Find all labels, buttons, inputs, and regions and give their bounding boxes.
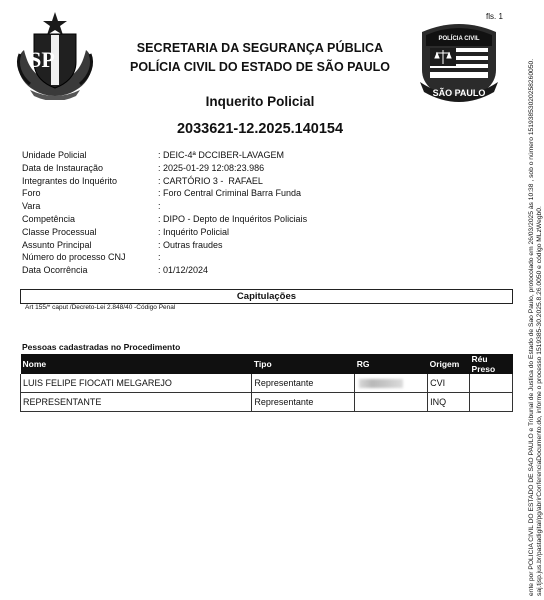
digital-signature-note — [528, 0, 543, 596]
field-label: Competência — [22, 213, 76, 224]
field-value: : 2025-01-29 12:08:23.986 — [158, 162, 265, 173]
field-row-foro — [22, 187, 307, 200]
field-row-integrantes — [22, 175, 307, 188]
policia-civil-badge — [410, 12, 508, 106]
document-title: Inquerito Policial — [205, 94, 315, 109]
table-header-row — [21, 354, 513, 374]
field-row-assunto — [22, 239, 307, 252]
field-value: : DEIC-4ª DCCIBER-LAVAGEM — [158, 150, 285, 160]
pessoas-section-title: Pessoas cadastradas no Procedimento — [22, 342, 181, 352]
field-label: Vara — [22, 201, 41, 212]
field-row-competencia — [22, 213, 307, 226]
badge-top-text: POLÍCIA CIVIL — [438, 36, 480, 42]
field-value: : Foro Central Criminal Barra Funda — [158, 188, 302, 199]
cell-rg — [355, 393, 428, 412]
field-row-unidade — [22, 149, 307, 162]
column-header-nome: Nome — [21, 354, 252, 374]
field-label: Integrantes do Inquérito — [22, 175, 118, 186]
field-label: Data Ocorrência — [22, 265, 88, 276]
field-value: : Inquérito Policial — [158, 226, 230, 237]
column-header-rg: RG — [355, 354, 428, 374]
field-row-cnj — [22, 251, 307, 264]
field-value: : CARTÓRIO 3 - RAFAEL — [158, 175, 263, 186]
cell-origem: INQ — [428, 393, 470, 412]
column-header-origem: Origem — [428, 354, 470, 374]
table-row — [21, 374, 513, 393]
cell-tipo: Representante — [252, 374, 355, 393]
field-value: : Outras fraudes — [158, 239, 223, 250]
field-value: : 01/12/2024 — [158, 265, 209, 276]
seal-letters: SP — [29, 47, 55, 72]
field-label: Classe Processual — [22, 226, 97, 237]
field-row-classe — [22, 226, 307, 239]
folio-number: fls. 1 — [486, 12, 503, 21]
header-policia-civil: POLÍCIA CIVIL DO ESTADO DE SÃO PAULO — [130, 60, 390, 74]
field-label: Foro — [22, 188, 41, 199]
capitulacoes-text: Art 155/* caput /Decreto-Lei 2.848/40 -Código Penal — [25, 304, 176, 311]
column-header-tipo: Tipo — [252, 354, 355, 374]
cell-origem: CVI — [428, 374, 470, 393]
field-value: : DIPO - Depto de Inquéritos Policiais — [158, 213, 308, 224]
cell-tipo: Representante — [252, 393, 355, 412]
cell-nome: LUIS FELIPE FIOCATI MELGAREJO — [21, 374, 252, 393]
field-row-data-ocorrencia — [22, 264, 307, 277]
signature-line-2: saj.tjsp.jus.br/pastadigital/pg/abrirConferenciaDocumento.do, informe o processo 1519385-30.2025.8.26.0050 e código MLzWegb0. — [535, 206, 543, 596]
header-secretaria: SECRETARIA DA SEGURANÇA PÚBLICA — [136, 41, 384, 55]
field-label: Número do processo CNJ — [22, 252, 126, 263]
badge-bottom-text: SÃO PAULO — [432, 88, 486, 98]
signature-line-1: ente por POLICIA CIVIL DO ESTADO DE SAO PAULO e Tribunal de Justica do Estado de Sao Paulo, protocolado em 26/03/2025 às 10:38 , sob o número 15193853020258260050. — [528, 58, 535, 596]
cell-reu-preso — [470, 393, 513, 412]
column-header-reu-preso: Réu Preso — [470, 354, 513, 374]
cell-rg — [355, 374, 428, 393]
table-row — [21, 393, 513, 412]
field-value: : — [158, 252, 161, 263]
pessoas-table — [20, 354, 513, 412]
cell-reu-preso — [470, 374, 513, 393]
cell-nome: REPRESENTANTE — [21, 393, 252, 412]
field-row-data-instauracao — [22, 162, 307, 175]
field-value: : — [158, 201, 161, 212]
field-label: Data de Instauração — [22, 162, 104, 173]
field-label: Assunto Principal — [22, 239, 92, 250]
redacted-rg — [359, 379, 403, 388]
case-fields — [22, 149, 307, 277]
capitulacoes-header: Capitulações — [20, 289, 513, 304]
sp-coat-of-arms-seal — [10, 10, 100, 100]
document-number: 2033621-12.2025.140154 — [176, 121, 344, 137]
field-label: Unidade Policial — [22, 150, 87, 160]
field-row-vara — [22, 200, 307, 213]
